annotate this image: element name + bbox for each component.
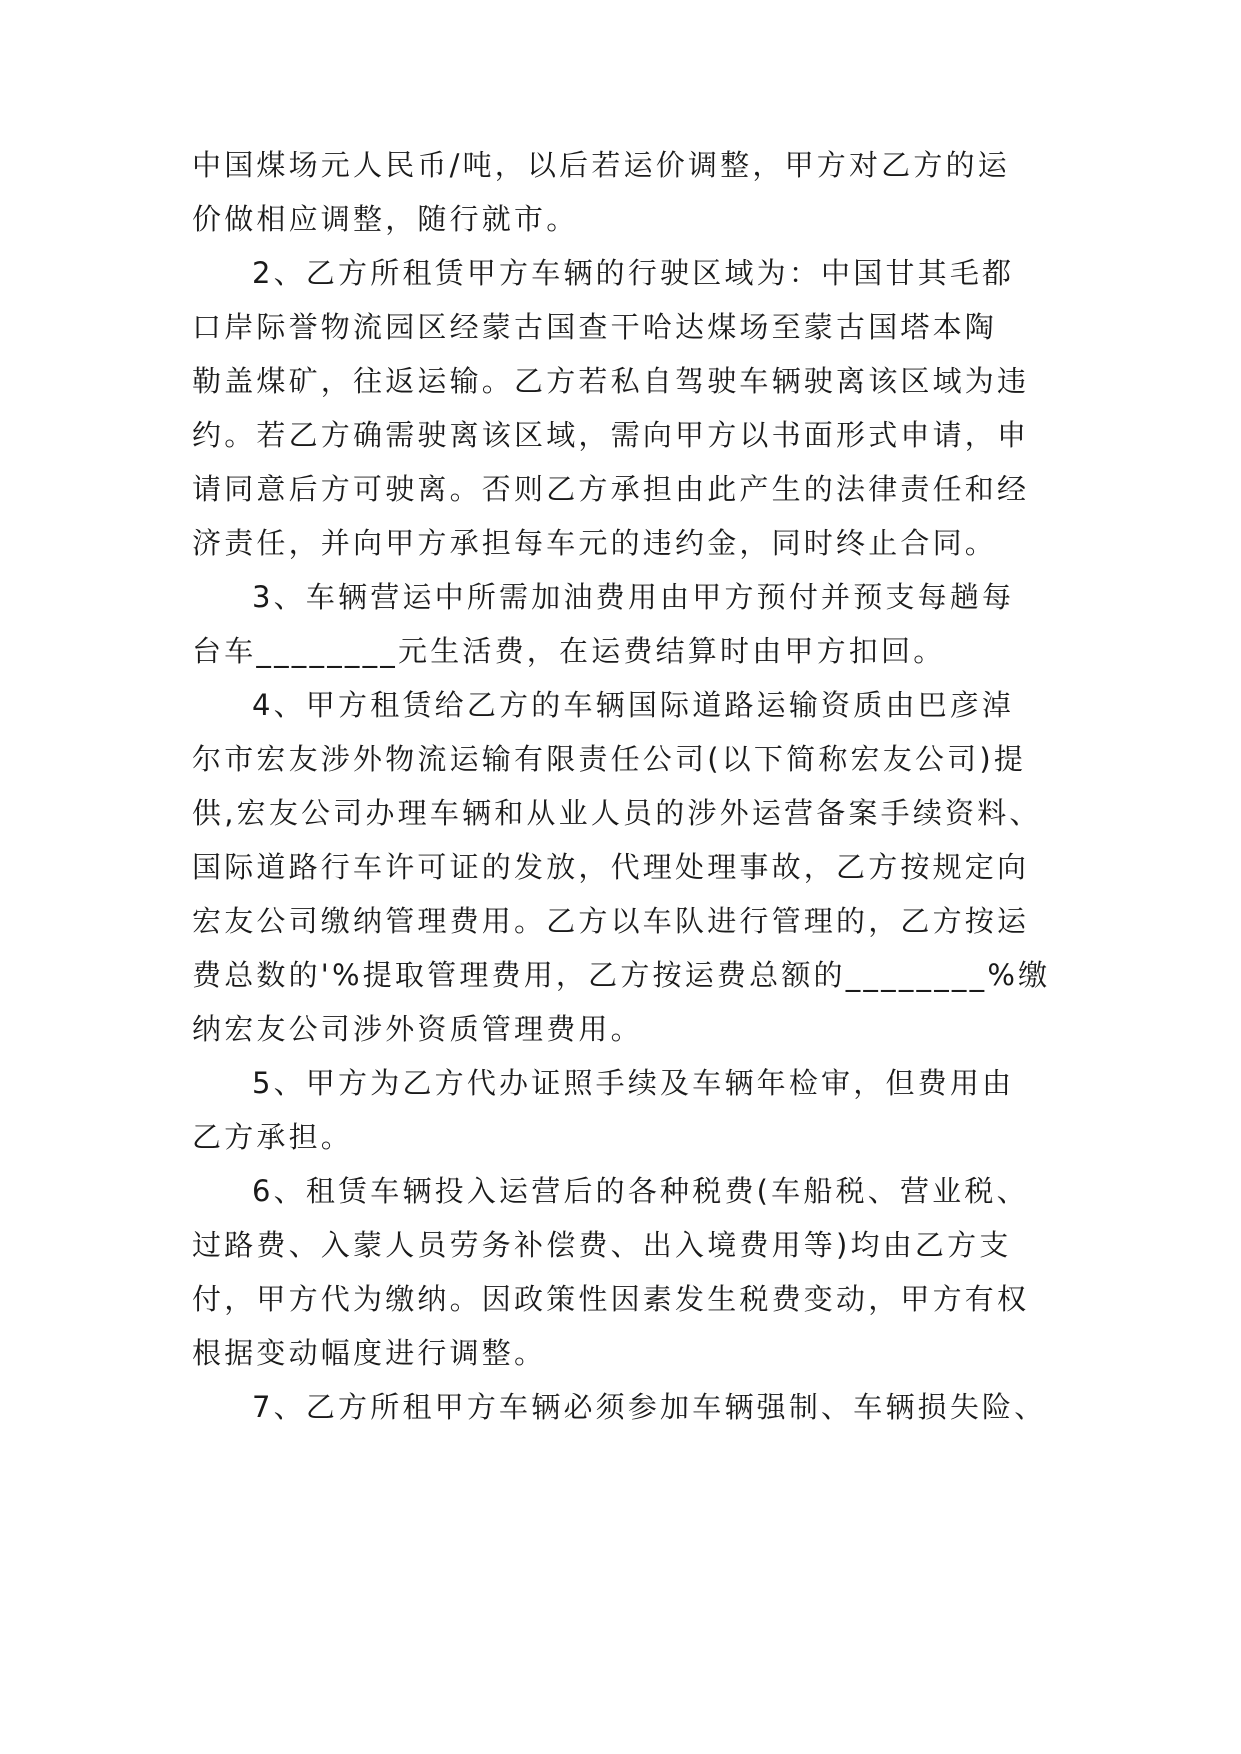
text-line: 费总数的'%提取管理费用，乙方按运费总额的________%缴 (192, 958, 1051, 992)
text-line: 请同意后方可驶离。否则乙方承担由此产生的法律责任和经 (192, 472, 1030, 506)
text-line: 宏友公司缴纳管理费用。乙方以车队进行管理的，乙方按运 (192, 904, 1030, 938)
text-line: 口岸际誉物流园区经蒙古国查干哈达煤场至蒙古国塔本陶 (192, 310, 998, 344)
text-line: 济责任，并向甲方承担每车元的违约金，同时终止合同。 (192, 526, 998, 560)
paragraph-6-start: 6、租赁车辆投入运营后的各种税费(车船税、营业税、 (252, 1174, 1029, 1208)
text-line: 供,宏友公司办理车辆和从业人员的涉外运营备案手续资料、 (192, 796, 1042, 830)
text-line: 尔市宏友涉外物流运输有限责任公司(以下简称宏友公司)提 (192, 742, 1027, 776)
paragraph-2-start: 2、乙方所租赁甲方车辆的行驶区域为：中国甘其毛都 (252, 256, 1015, 290)
text-line: 约。若乙方确需驶离该区域，需向甲方以书面形式申请，申 (192, 418, 1030, 452)
text-line: 纳宏友公司涉外资质管理费用。 (192, 1012, 643, 1046)
text-line: 过路费、入蒙人员劳务补偿费、出入境费用等)均由乙方支 (192, 1228, 1012, 1262)
text-line: 乙方承担。 (192, 1120, 354, 1154)
text-line: 价做相应调整，随行就市。 (192, 202, 579, 236)
text-line: 国际道路行车许可证的发放，代理处理事故，乙方按规定向 (192, 850, 1030, 884)
text-line: 根据变动幅度进行调整。 (192, 1336, 547, 1370)
text-line: 台车________元生活费，在运费结算时由甲方扣回。 (192, 634, 946, 668)
paragraph-4-start: 4、甲方租赁给乙方的车辆国际道路运输资质由巴彦淖 (252, 688, 1015, 722)
paragraph-3-start: 3、车辆营运中所需加油费用由甲方预付并预支每趟每 (252, 580, 1015, 614)
paragraph-5-start: 5、甲方为乙方代办证照手续及车辆年检审，但费用由 (252, 1066, 1015, 1100)
text-line: 中国煤场元人民币/吨，以后若运价调整，甲方对乙方的运 (192, 148, 1010, 182)
text-line: 勒盖煤矿，往返运输。乙方若私自驾驶车辆驶离该区域为违 (192, 364, 1030, 398)
paragraph-7-start: 7、乙方所租甲方车辆必须参加车辆强制、车辆损失险、 (252, 1390, 1047, 1424)
text-line: 付，甲方代为缴纳。因政策性因素发生税费变动，甲方有权 (192, 1282, 1030, 1316)
